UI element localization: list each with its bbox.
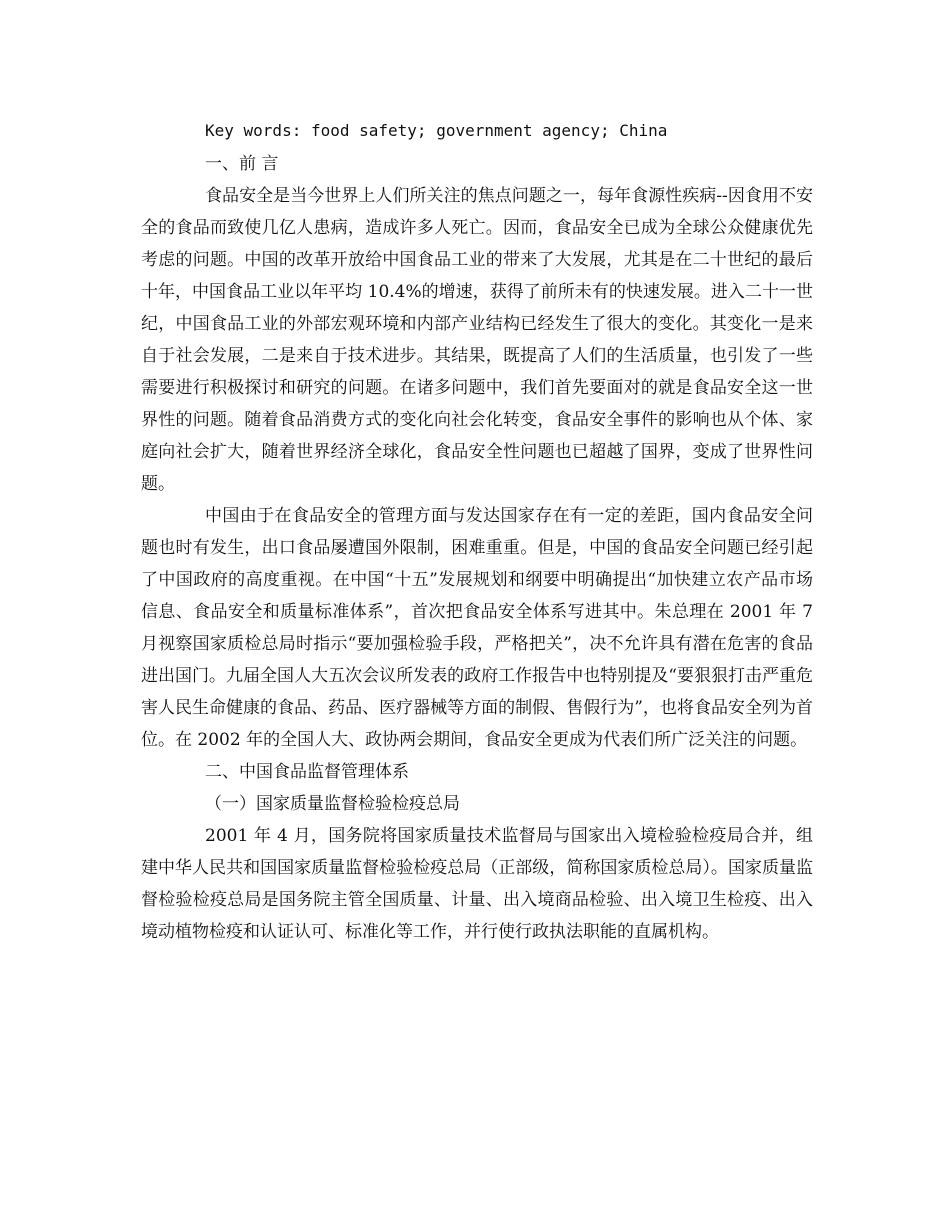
- document-body: [141, 117, 813, 948]
- section-heading-supervision-system: 二、中国食品监督管理体系: [205, 762, 409, 782]
- section-heading-introduction: 一、前 言: [205, 154, 279, 174]
- subsection-heading-aqsiq: （一）国家质量监督检验检疫总局: [205, 794, 460, 814]
- paragraph-china-food-safety-policy: 中国由于在食品安全的管理方面与发达国家存在有一定的差距，国内食品安全问题也时有发生，出口食品屡遭国外限制，困难重重。但是，中国的食品安全问题已经引起了中国政府的高度重视。在中国“十五”发展规划和纲要中明确提出“加快建立农产品市场信息、食品安全和质量标准体系”，首次把食品安全体系写进其中。朱总理在 2001 年 7 月视察国家质检总局时指示“要加强检验手段，严格把关”，决不允许具有潜在危害的食品进出国门。九届全国人大五次会议所发表的政府工作报告中也特别提及“要狠狠打击严重危害人民生命健康的食品、药品、医疗器械等方面的制假、售假行为”，也将食品安全列为首位。在 2002 年的全国人大、政协两会期间，食品安全更成为代表们所广泛关注的问题。: [141, 506, 813, 750]
- paragraph-aqsiq-description: 2001 年 4 月，国务院将国家质量技术监督局与国家出入境检验检疫局合并，组建中华人民共和国国家质量监督检验检疫总局（正部级，简称国家质检总局）。国家质量监督检验检疫总局是国务院主管全国质量、计量、出入境商品检验、出入境卫生检疫、出入境动植物检疫和认证认可、标准化等工作，并行使行政执法职能的直属机构。: [141, 826, 813, 942]
- keywords-line: Key words: food safety; government agency; China: [205, 121, 668, 140]
- paragraph-food-safety-overview: 食品安全是当今世界上人们所关注的焦点问题之一，每年食源性疾病--因食用不安全的食品而致使几亿人患病，造成许多人死亡。因而，食品安全已成为全球公众健康优先考虑的问题。中国的改革开放给中国食品工业的带来了大发展，尤其是在二十世纪的最后十年，中国食品工业以年平均 10.4%的增速，获得了前所未有的快速发展。进入二十一世纪，中国食品工业的外部宏观环境和内部产业结构已经发生了很大的变化。其变化一是来自于社会发展，二是来自于技术进步。其结果，既提高了人们的生活质量，也引发了一些需要进行积极探讨和研究的问题。在诸多问题中，我们首先要面对的就是食品安全这一世界性的问题。随着食品消费方式的变化向社会化转变，食品安全事件的影响也从个体、家庭向社会扩大，随着世界经济全球化，食品安全性问题也已超越了国界，变成了世界性问题。: [141, 186, 813, 494]
